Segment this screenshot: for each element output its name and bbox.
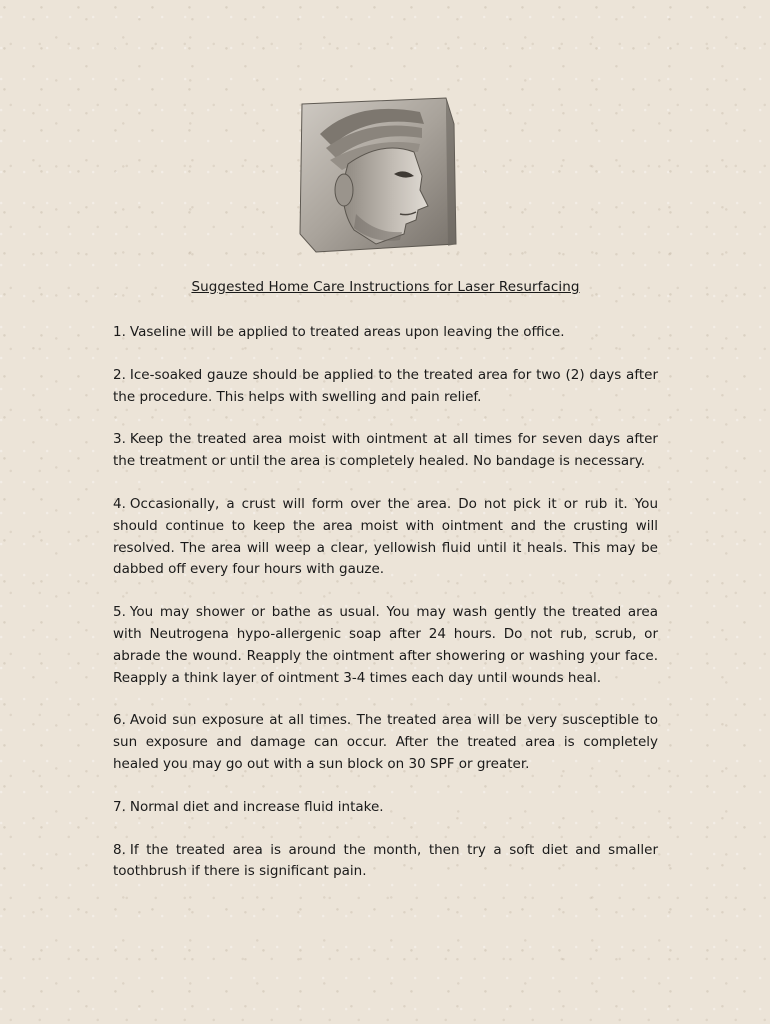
instruction-text: Keep the treated area moist with ointment at all times for seven days after the treatment or until the area is completely healed. No bandage is necessary. xyxy=(113,431,658,470)
instruction-text: Avoid sun exposure at all times. The treated area will be very susceptible to sun exposure and damage can occur. After the treated area is completely healed you may go out with a sun block on 30 SPF or greater. xyxy=(113,712,658,772)
instruction-number: 3. xyxy=(113,431,126,448)
instruction-item xyxy=(113,797,658,819)
instruction-item xyxy=(113,494,658,581)
instruction-text: Occasionally, a crust will form over the area. Do not pick it or rub it. You should continue to keep the area moist with ointment and the crusting will resolved. The area will weep a clear, yellowish fluid until it heals. This may be dabbed off every four hours with gauze. xyxy=(113,495,658,578)
instruction-item xyxy=(113,365,658,409)
instruction-list xyxy=(113,322,658,904)
instruction-text: If the treated area is around the month, then try a soft diet and smaller toothbrush if there is significant pain. xyxy=(113,841,658,880)
instruction-item xyxy=(113,840,658,884)
instruction-item xyxy=(113,710,658,775)
instruction-number: 6. xyxy=(113,712,126,729)
instruction-text: Normal diet and increase fluid intake. xyxy=(129,798,384,815)
stone-face-profile-icon xyxy=(296,94,460,256)
document-title: Suggested Home Care Instructions for Laser Resurfacing xyxy=(191,279,580,295)
instruction-item xyxy=(113,322,658,344)
instruction-text: Ice-soaked gauze should be applied to the treated area for two (2) days after the procedure. This helps with swelling and pain relief. xyxy=(113,366,658,405)
instruction-number: 4. xyxy=(113,495,126,512)
instruction-item xyxy=(113,602,658,689)
instruction-text: Vaseline will be applied to treated areas upon leaving the office. xyxy=(129,324,565,340)
instruction-number: 8. xyxy=(113,841,126,858)
instruction-text: You may shower or bathe as usual. You may wash gently the treated area with Neutrogena hypo-allergenic soap after 24 hours. Do not rub, scrub, or abrade the wound. Reapply the ointment after showering or washing your face. Reapply a think layer of ointment 3-4 times each day until wounds heal. xyxy=(113,604,658,686)
instruction-number: 2. xyxy=(113,366,126,383)
instruction-number: 7. xyxy=(113,798,126,815)
instruction-number: 1. xyxy=(113,324,126,340)
instruction-item xyxy=(113,429,658,473)
instruction-number: 5. xyxy=(113,604,126,621)
